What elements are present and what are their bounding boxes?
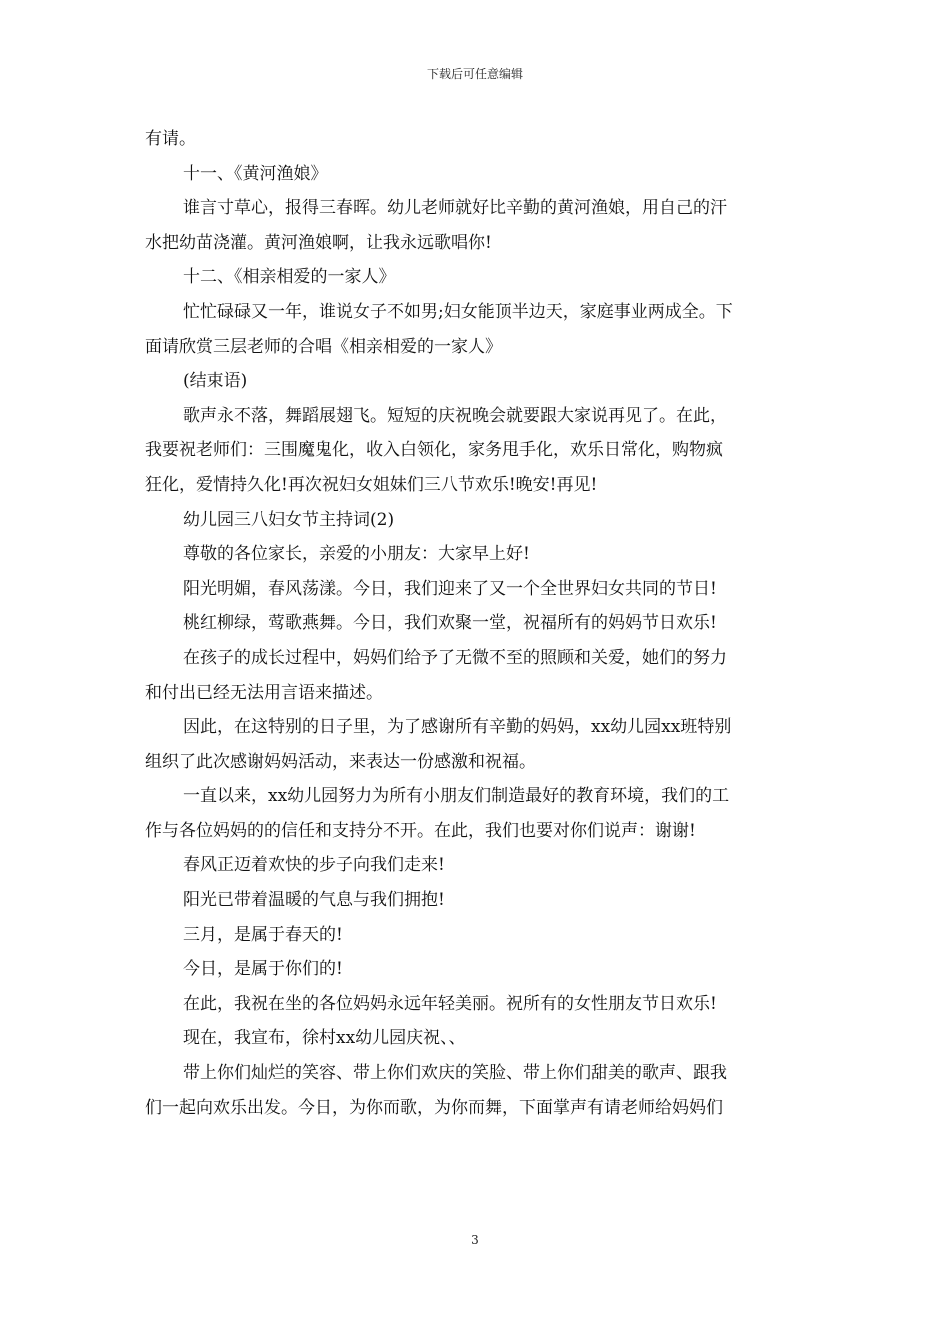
text-line: 阳光明媚，春风荡漾。今日，我们迎来了又一个全世界妇女共同的节日! <box>183 578 717 599</box>
text-line: 谁言寸草心，报得三春晖。幼儿老师就好比辛勤的黄河渔娘，用自己的汗 <box>183 198 727 219</box>
text-line: 幼儿园三八妇女节主持词(2) <box>183 509 395 530</box>
text-line: 面请欣赏三层老师的合唱《相亲相爱的一家人》 <box>145 336 502 357</box>
text-line: 组织了此次感谢妈妈活动，来表达一份感激和祝福。 <box>145 751 536 772</box>
text-line: 今日，是属于你们的! <box>183 959 343 980</box>
text-line: 尊敬的各位家长，亲爱的小朋友：大家早上好! <box>183 544 530 565</box>
text-line: 阳光已带着温暖的气息与我们拥抱! <box>183 890 445 911</box>
text-line: 因此，在这特别的日子里，为了感谢所有辛勤的妈妈，xx幼儿园xx班特别 <box>183 717 732 738</box>
text-line: 作与各位妈妈的的信任和支持分不开。在此，我们也要对你们说声：谢谢! <box>145 820 696 841</box>
text-line: 带上你们灿烂的笑容、带上你们欢庆的笑脸、带上你们甜美的歌声、跟我 <box>183 1063 727 1084</box>
text-line: 现在，我宣布，徐村xx幼儿园庆祝、、 <box>183 1028 466 1049</box>
text-line: 忙忙碌碌又一年，谁说女子不如男;妇女能顶半边天，家庭事业两成全。下 <box>183 301 733 322</box>
text-line: 歌声永不落，舞蹈展翅飞。短短的庆祝晚会就要跟大家说再见了。在此， <box>183 405 727 426</box>
page-header: 下载后可任意编辑 <box>426 67 523 81</box>
text-line: 一直以来，xx幼儿园努力为所有小朋友们制造最好的教育环境，我们的工 <box>183 786 730 807</box>
document-body <box>145 122 807 1125</box>
text-line: 们一起向欢乐出发。今日，为你而歌，为你而舞，下面掌声有请老师给妈妈们 <box>145 1097 723 1118</box>
text-line: 在孩子的成长过程中，妈妈们给予了无微不至的照顾和关爱，她们的努力 <box>183 647 727 668</box>
text-line: 有请。 <box>145 129 196 149</box>
text-line: 狂化，爱情持久化!再次祝妇女姐妹们三八节欢乐!晚安!再见! <box>145 474 598 495</box>
page-number: 3 <box>471 1233 479 1247</box>
text-line: 我要祝老师们：三围魔鬼化，收入白领化，家务甩手化，欢乐日常化，购物疯 <box>145 440 723 461</box>
text-line: 春风正迈着欢快的步子向我们走来! <box>183 855 445 876</box>
text-line: 十二、《相亲相爱的一家人》 <box>183 267 396 288</box>
text-line: 水把幼苗浇灌。黄河渔娘啊，让我永远歌唱你! <box>145 232 492 253</box>
text-line: 和付出已经无法用言语来描述。 <box>145 682 383 703</box>
text-line: 三月，是属于春天的! <box>183 924 343 945</box>
text-line: (结束语) <box>183 371 248 392</box>
text-line: 在此，我祝在坐的各位妈妈永远年轻美丽。祝所有的女性朋友节日欢乐! <box>183 993 717 1014</box>
text-line: 十一、《黄河渔娘》 <box>183 163 328 184</box>
text-line: 桃红柳绿，莺歌燕舞。今日，我们欢聚一堂，祝福所有的妈妈节日欢乐! <box>183 613 717 634</box>
